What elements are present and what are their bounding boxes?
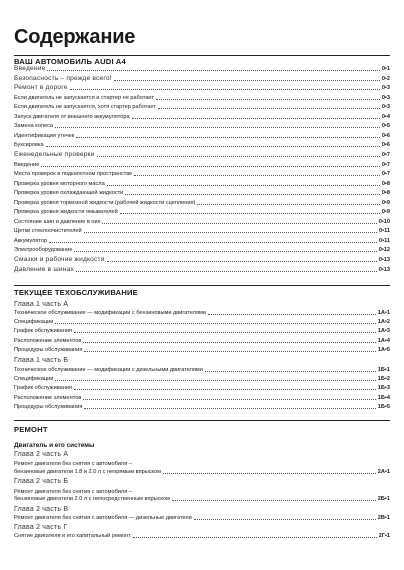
toc-entry-page: 1Б•3	[377, 385, 390, 392]
dot-leader	[76, 271, 377, 272]
toc-entry-title: Техническое обслуживание — модификации с бензиновыми двигателями	[14, 310, 206, 316]
section-heading-repair: РЕМОНТ	[14, 425, 48, 434]
dot-leader	[172, 500, 376, 501]
toc-entry-page: 0•13	[378, 266, 390, 273]
toc-entry-page: 1Б•4	[377, 394, 390, 401]
dot-leader	[84, 232, 377, 233]
chapter-1a: Глава 1 часть А	[14, 301, 69, 308]
toc-entry-page: 0•10	[378, 218, 390, 225]
dot-leader	[84, 408, 375, 409]
toc-entry-page: 1А•2	[377, 319, 390, 326]
toc-entry-title: Смазки и рабочие жидкости	[14, 256, 105, 263]
toc-row[interactable]	[14, 266, 390, 274]
chapter-2a-line: Ремонт двигателя без снятия с автомобиля –	[14, 461, 132, 467]
toc-row[interactable]	[14, 495, 390, 503]
toc-entry-title: Процедуры обслуживания	[14, 403, 83, 410]
dot-leader	[107, 185, 380, 186]
dot-leader	[46, 146, 380, 147]
dot-leader	[197, 204, 379, 205]
toc-entry-title: Проверка уровня охлаждающей жидкости	[14, 190, 124, 197]
toc-entry-page: 0•3	[381, 94, 390, 101]
toc-row[interactable]	[14, 375, 390, 383]
toc-entry-title: Спецификации	[14, 319, 54, 326]
toc-entry-page: 2Г•1	[378, 533, 390, 539]
toc-entry-page: 1Б•2	[377, 376, 390, 383]
toc-row[interactable]	[14, 122, 390, 130]
subsection-engine: Двигатель и его системы	[14, 442, 95, 449]
toc-entry-page: 0•12	[378, 247, 390, 254]
toc-entry-title: Снятие двигателя и его капитальный ремонт	[14, 533, 131, 539]
toc-entry-page: 0•11	[379, 228, 390, 235]
dot-leader	[208, 314, 376, 315]
toc-entry-page: 1А•5	[377, 346, 390, 353]
toc-entry-page: 0•9	[381, 209, 390, 216]
toc-entry-title: Идентификация утечек	[14, 132, 75, 139]
toc-entry-title: Места проверок в подкапотном пространстве	[14, 171, 133, 178]
divider	[14, 420, 390, 421]
toc-entry-title: Щетки стеклоочистителей	[14, 228, 82, 235]
toc-entry-page: 0•1	[381, 66, 390, 72]
toc-entry-title: Проверка уровня жидкости омывателей	[14, 209, 118, 216]
dot-leader	[205, 371, 376, 372]
toc-row[interactable]	[14, 113, 390, 121]
toc-entry-title: Запуск двигателя от внешнего аккумулятора	[14, 113, 130, 120]
dot-leader	[97, 156, 380, 157]
toc-entry-page: 0•6	[381, 142, 390, 149]
dot-leader	[107, 261, 377, 262]
toc-row[interactable]	[14, 103, 390, 111]
dot-leader	[55, 323, 375, 324]
dot-leader	[114, 80, 380, 81]
toc-entry-title: бензиновые двигатели 2.0 л с непосредственным впрыском	[14, 496, 170, 502]
toc-entry-title: Аккумулятор	[14, 237, 48, 244]
toc-entry-title: Ремонт двигателя без снятия с автомобиля — дизельные двигатели	[14, 515, 192, 521]
toc-entry-page: 1Б•1	[377, 367, 390, 373]
chapter-1b: Глава 1 часть Б	[14, 357, 69, 364]
toc-row[interactable]	[14, 189, 390, 197]
dot-leader	[47, 70, 379, 71]
dot-leader	[70, 89, 380, 90]
page-title: Содержание	[14, 26, 136, 48]
toc-entry-page: 0•3	[381, 104, 390, 111]
toc-entry-page: 0•13	[378, 257, 390, 263]
toc-row[interactable]	[14, 132, 390, 140]
toc-row[interactable]	[14, 514, 390, 522]
toc-entry-title: Состояние шин и давление в них	[14, 218, 101, 225]
chapter-2a: Глава 2 часть А	[14, 451, 69, 458]
toc-row[interactable]	[14, 394, 390, 402]
chapter-2g: Глава 2 часть Г	[14, 524, 68, 531]
toc-entry-title: Расположение элементов	[14, 394, 82, 401]
toc-entry-page: 0•11	[379, 237, 390, 244]
toc-row[interactable]	[14, 170, 390, 178]
dot-leader	[132, 118, 380, 119]
toc-entry-title: Электрооборудование	[14, 247, 73, 254]
toc-entry-page: 2Б•1	[377, 496, 390, 502]
toc-entry-title: Проверка уровня тормозной жидкости (рабочей жидкости сцепления)	[14, 199, 196, 206]
toc-entry-page: 1А•1	[377, 310, 390, 316]
toc-row[interactable]	[14, 403, 390, 411]
toc-row[interactable]	[14, 151, 390, 159]
toc-entry-page: 0•2	[381, 75, 390, 82]
dot-leader	[55, 127, 380, 128]
toc-entry-title: Процедуры обслуживания	[14, 346, 83, 353]
dot-leader	[49, 242, 377, 243]
toc-entry-page: 0•8	[381, 180, 390, 187]
chapter-2b-line: Ремонт двигателя без снятия с автомобиля –	[14, 489, 132, 495]
toc-entry-page: 1Б•5	[377, 403, 390, 410]
dot-leader	[83, 342, 375, 343]
dot-leader	[55, 380, 375, 381]
toc-entry-title: бензиновые двигатели 1.8 и 2.0 л с непрямым впрыском	[14, 469, 161, 475]
dot-leader	[76, 137, 380, 138]
dot-leader	[158, 108, 380, 109]
toc-row[interactable]	[14, 227, 390, 235]
dot-leader	[84, 351, 375, 352]
dot-leader	[133, 537, 377, 538]
toc-entry-title: Введение	[14, 65, 46, 72]
toc-entry-page: 0•5	[381, 123, 390, 130]
toc-entry-page: 1А•3	[377, 328, 390, 335]
dot-leader	[74, 389, 376, 390]
dot-leader	[74, 332, 376, 333]
toc-row[interactable]	[14, 256, 390, 264]
toc-row[interactable]	[14, 337, 390, 345]
dot-leader	[156, 99, 380, 100]
toc-entry-title: Ремонт в дороге	[14, 84, 68, 92]
toc-row[interactable]	[14, 94, 390, 102]
toc-row[interactable]	[14, 246, 390, 254]
toc-row[interactable]	[14, 84, 390, 92]
divider	[14, 55, 390, 56]
toc-entry-title: Буксировка	[14, 142, 44, 149]
toc-entry-page: 0•7	[381, 151, 390, 158]
toc-entry-page: 0•7	[381, 161, 390, 168]
toc-entry-title: Безопасность – прежде всего!	[14, 74, 112, 82]
dot-leader	[194, 519, 376, 520]
dot-leader	[102, 223, 376, 224]
toc-row[interactable]	[14, 318, 390, 326]
toc-entry-title: Введение	[14, 161, 40, 168]
toc-row[interactable]	[14, 237, 390, 245]
toc-entry-page: 2В•1	[377, 515, 390, 521]
toc-row[interactable]	[14, 161, 390, 169]
dot-leader	[83, 399, 375, 400]
toc-row[interactable]	[14, 199, 390, 207]
toc-row[interactable]	[14, 141, 390, 149]
toc-entry-title: Техническое обслуживание — модификации с дизельными двигателями	[14, 367, 203, 373]
toc-row[interactable]	[14, 366, 390, 374]
toc-row[interactable]	[14, 532, 390, 540]
toc-entry-page: 1А•4	[377, 337, 390, 344]
toc-entry-page: 0•3	[381, 85, 390, 92]
chapter-2v: Глава 2 часть В	[14, 506, 69, 513]
toc-entry-title: Спецификации	[14, 376, 54, 383]
toc-row[interactable]	[14, 180, 390, 188]
toc-entry-page: 2А•1	[377, 469, 390, 475]
toc-entry-title: Еженедельные проверки	[14, 150, 95, 158]
dot-leader	[163, 473, 376, 474]
toc-entry-title: Давление в шинах	[14, 265, 74, 273]
toc-row[interactable]	[14, 75, 390, 83]
dot-leader	[74, 251, 376, 252]
divider	[14, 285, 390, 286]
section-heading-your-car: ВАШ АВТОМОБИЛЬ AUDI A4	[14, 57, 126, 66]
toc-row[interactable]	[14, 384, 390, 392]
toc-row[interactable]	[14, 327, 390, 335]
toc-entry-page: 0•9	[381, 199, 390, 206]
toc-entry-title: Проверка уровня моторного масла	[14, 180, 105, 187]
toc-row[interactable]	[14, 346, 390, 354]
toc-row[interactable]	[14, 208, 390, 216]
dot-leader	[41, 166, 379, 167]
toc-entry-title: График обслуживания	[14, 328, 72, 335]
dot-leader	[134, 175, 380, 176]
toc-entry-title: Расположение элементов	[14, 337, 82, 344]
chapter-2b: Глава 2 часть Б	[14, 478, 69, 485]
section-heading-maintenance: ТЕКУЩЕЕ ТЕХОБСЛУЖИВАНИЕ	[14, 288, 138, 297]
toc-row[interactable]	[14, 309, 390, 317]
toc-entry-page: 0•6	[381, 132, 390, 139]
toc-entry-title: Замена колеса	[14, 123, 53, 130]
toc-row[interactable]	[14, 65, 390, 73]
toc-entry-page: 0•8	[381, 190, 390, 197]
toc-row[interactable]	[14, 218, 390, 226]
toc-entry-page: 0•4	[381, 113, 390, 120]
dot-leader	[120, 213, 380, 214]
dot-leader	[125, 194, 380, 195]
toc-entry-title: Если двигатель не запускается, хотя стартер работает	[14, 104, 156, 111]
toc-row[interactable]	[14, 468, 390, 476]
toc-entry-page: 0•7	[381, 171, 390, 178]
toc-entry-title: График обслуживания	[14, 385, 72, 392]
toc-entry-title: Если двигатель не запускается и стартер не работает	[14, 94, 154, 101]
